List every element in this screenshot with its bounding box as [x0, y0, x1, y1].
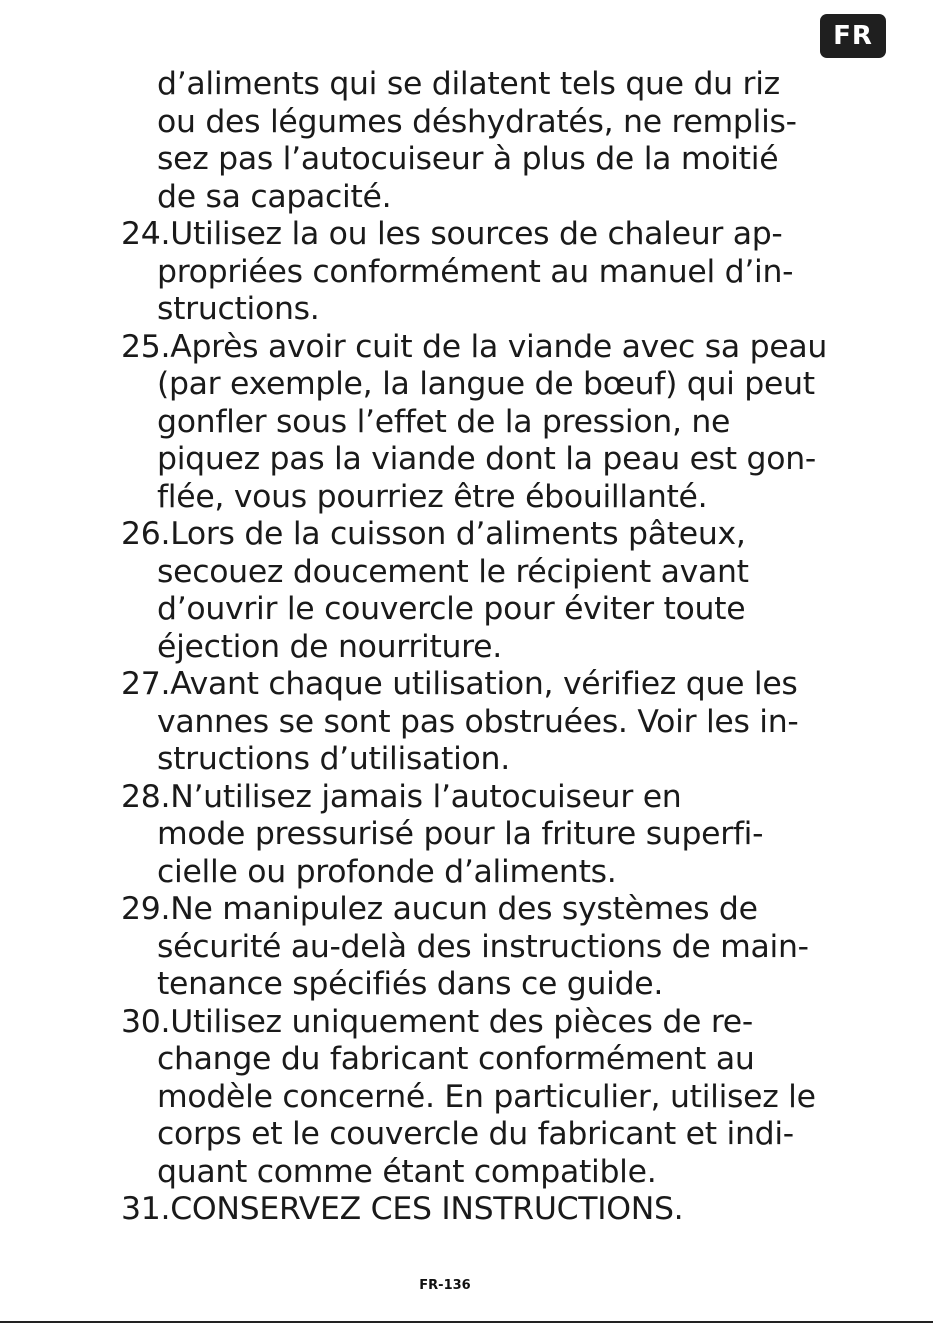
text-line: structions d’utilisation.: [157, 741, 510, 777]
text-line: 28.N’utilisez jamais l’autocuiseur en: [121, 778, 682, 815]
instruction-28: [121, 779, 891, 892]
text-line: corps et le couvercle du fabricant et indi-: [157, 1116, 794, 1152]
text-line: cielle ou profonde d’aliments.: [157, 853, 617, 890]
text-line: flée, vous pourriez être ébouillanté.: [157, 478, 708, 515]
text-line: gonfler sous l’effet de la pression, ne: [157, 403, 731, 440]
text-line: d’aliments qui se dilatent tels que du riz: [157, 66, 780, 102]
text-line: secouez doucement le récipient avant: [157, 553, 749, 590]
instruction-27: [121, 666, 891, 779]
text-line: tenance spécifiés dans ce guide.: [157, 966, 664, 1002]
text-line: d’ouvrir le couvercle pour éviter toute: [157, 591, 746, 627]
text-line: modèle concerné. En particulier, utilisez le: [157, 1078, 816, 1115]
instruction-25: [121, 329, 891, 517]
text-line: de sa capacité.: [157, 178, 392, 215]
text-line: piquez pas la viande dont la peau est gon-: [157, 441, 816, 477]
text-line: 27.Avant chaque utilisation, vérifiez que les: [121, 666, 798, 702]
text-line: 24.Utilisez la ou les sources de chaleur ap-: [121, 216, 783, 252]
text-line: propriées conformément au manuel d’in-: [157, 253, 794, 290]
instruction-26: [121, 516, 891, 666]
text-line: quant comme étant compatible.: [157, 1153, 657, 1190]
text-line: vannes se sont pas obstruées. Voir les in-: [157, 703, 799, 740]
text-line: change du fabricant conformément au: [157, 1041, 755, 1077]
instructions-list: [121, 66, 891, 1229]
text-line: 26.Lors de la cuisson d’aliments pâteux,: [121, 516, 746, 552]
text-line: structions.: [157, 291, 320, 327]
text-line: (par exemple, la langue de bœuf) qui peut: [157, 366, 815, 402]
text-line: sécurité au-delà des instructions de main-: [157, 928, 809, 965]
text-line: éjection de nourriture.: [157, 628, 502, 665]
text-line: ou des légumes déshydratés, ne remplis-: [157, 103, 797, 140]
bottom-divider: [0, 1321, 933, 1323]
text-line: mode pressurisé pour la friture superfi-: [157, 816, 764, 852]
page-number: FR-136: [419, 1278, 471, 1293]
instruction-31: [121, 1191, 891, 1229]
instruction-30: [121, 1004, 891, 1192]
language-badge: FR: [820, 14, 886, 58]
text-line: 30.Utilisez uniquement des pièces de re-: [121, 1003, 753, 1040]
text-line: 29.Ne manipulez aucun des systèmes de: [121, 891, 758, 927]
instruction-24: [121, 216, 891, 329]
text-line: sez pas l’autocuiseur à plus de la moitié: [157, 141, 779, 177]
instruction-29: [121, 891, 891, 1004]
text-line: 25.Après avoir cuit de la viande avec sa peau: [121, 328, 828, 365]
instruction-23-continuation: [121, 66, 891, 216]
text-line: 31.CONSERVEZ CES INSTRUCTIONS.: [121, 1191, 684, 1227]
